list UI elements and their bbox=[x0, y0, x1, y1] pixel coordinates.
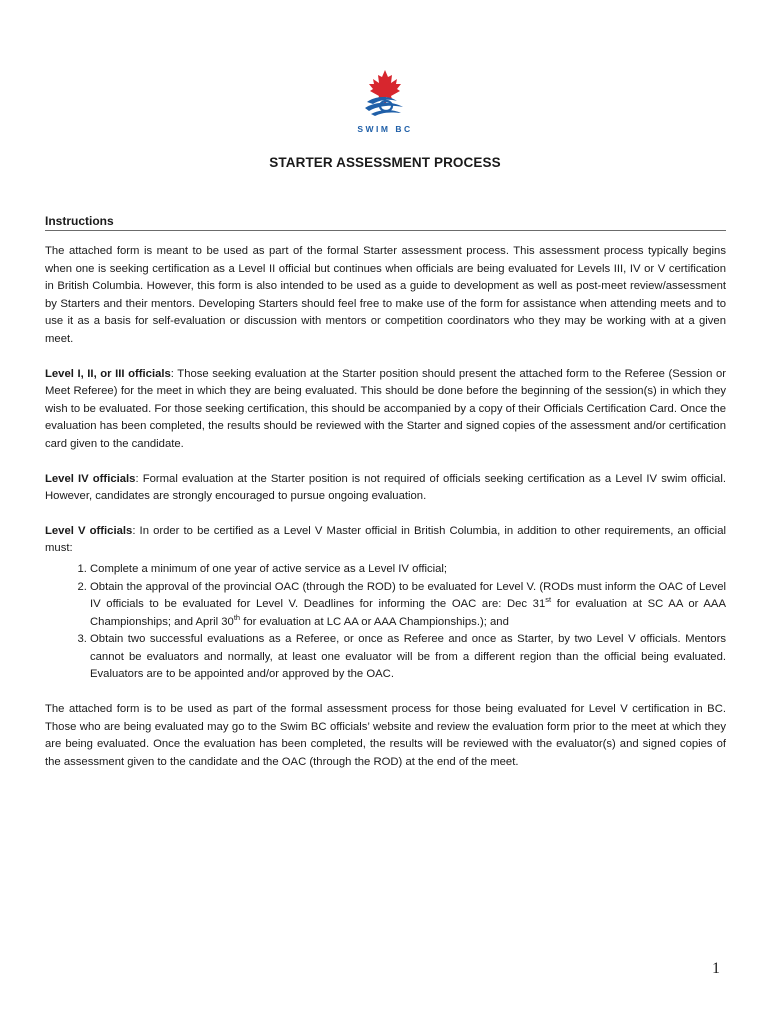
list-item bbox=[90, 561, 726, 579]
level-4-paragraph bbox=[45, 471, 726, 506]
page-number: 1 bbox=[712, 960, 720, 977]
document-body bbox=[45, 212, 726, 788]
requirement-3-text: Obtain two successful evaluations as a Referee, or once as Referee and once as Starter, by two Level V officials. Mentors cannot be evaluators and normally, at least one evaluator will be from a different region than the official being evaluated. Evaluators are to be appointed and/or approved by the OAC. bbox=[90, 633, 726, 681]
level-1-3-paragraph bbox=[45, 366, 726, 454]
swim-bc-logo bbox=[345, 68, 425, 140]
requirements-list bbox=[45, 561, 726, 684]
requirement-2-text-a: Obtain the approval of the provincial OAC (through the ROD) to be evaluated for Level V. (RODs must inform the OAC of Level IV officials to be evaluated for Level V. Deadlines for informing the OAC are: Dec 31 bbox=[90, 580, 726, 611]
list-item bbox=[90, 631, 726, 684]
intro-paragraph: The attached form is meant to be used as part of the formal Starter assessment process. This assessment process typically begins when one is seeking certification as a Level II official but continues when officials are being evaluated for Levels III, IV or V certification in British Columbia. However, this form is also intended to be used as a guide to development as well as post-meet review/assessment by Starters and their mentors. Developing Starters should feel free to make use of the form for assistance when attending meets and to use it as a basis for self-evaluation or discussion with mentors or competition coordinators who they may be working with at a given meet. bbox=[45, 245, 726, 345]
instructions-heading: Instructions bbox=[45, 212, 726, 231]
logo-text: SWIM BC bbox=[357, 124, 413, 134]
document-title: STARTER ASSESSMENT PROCESS bbox=[269, 155, 501, 170]
level-5-paragraph bbox=[45, 523, 726, 558]
ordinal-suffix: th bbox=[233, 612, 241, 622]
level-1-3-lead: Level I, II, or III officials bbox=[45, 367, 171, 380]
closing-paragraph: The attached form is to be used as part of the formal assessment process for those being evaluated for Level V certification in BC. Those who are being evaluated may go to the Swim BC officials’ website and review the evaluation form prior to the meet at which they are being evaluated. Once the evaluation has been completed, the results will be reviewed with the evaluator(s) and signed copies of the assessment given to the candidate and the OAC (through the ROD) at the end of the meet. bbox=[45, 703, 726, 768]
ordinal-suffix: st bbox=[545, 595, 552, 605]
maple-leaf-wave-icon bbox=[345, 68, 425, 124]
level-1-3-text: : Those seeking evaluation at the Starter position should present the attached form to the Referee (Session or Meet Referee) for the meet in which they are being evaluated. This should be done before the beginning of the session(s) in which they wish to be evaluated. For those seeking certification, this should be accompanied by a copy of their Officials Certification Card. Once the evaluation has been completed, the results should be reviewed with the Starter and signed copies of the assessment and/or certification card given to the candidate. bbox=[45, 367, 726, 450]
level-4-text: : Formal evaluation at the Starter position is not required of officials seeking certification as a Level IV swim official. However, candidates are strongly encouraged to pursue ongoing evaluation. bbox=[45, 472, 726, 503]
level-4-lead: Level IV officials bbox=[45, 472, 136, 485]
requirement-2-text-c: for evaluation at LC AA or AAA Championships.); and bbox=[240, 615, 509, 628]
requirement-2-text-b: for evaluation at SC AA or AAA Championships; and April 30 bbox=[90, 598, 726, 628]
level-5-text: : In order to be certified as a Level V Master official in British Columbia, in addition to other requirements, an official must: bbox=[45, 524, 726, 555]
list-item bbox=[90, 579, 726, 632]
requirement-1-text: Complete a minimum of one year of active service as a Level IV official; bbox=[90, 562, 448, 575]
level-5-lead: Level V officials bbox=[45, 524, 133, 537]
